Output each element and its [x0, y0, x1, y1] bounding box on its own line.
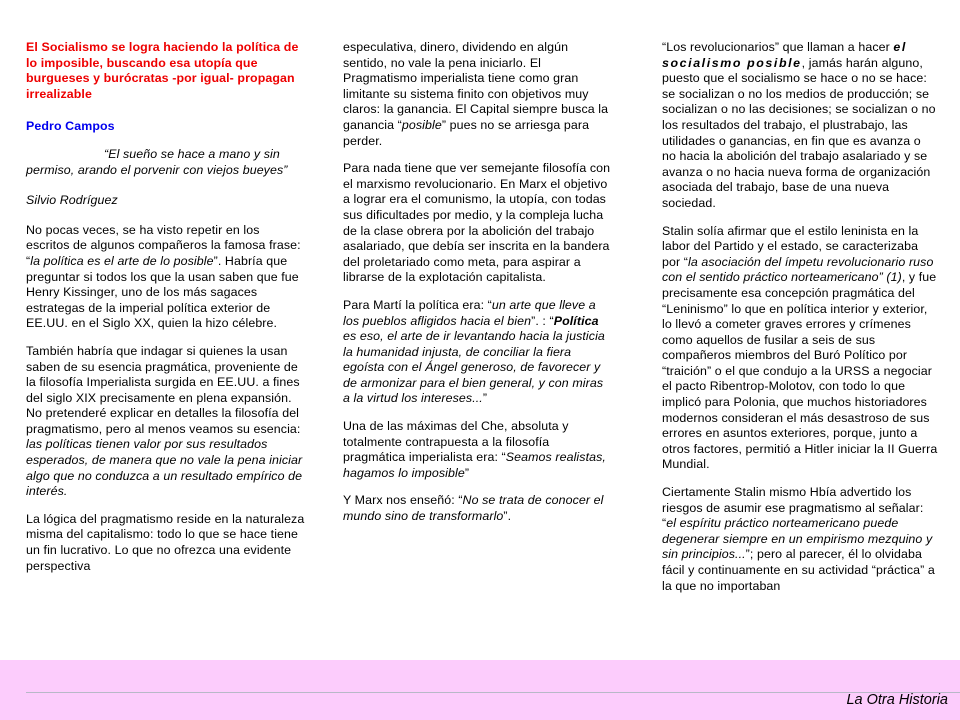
paragraph: La lógica del pragmatismo reside en la naturaleza misma del capitalismo: todo lo que se hace tiene un fin lucrativo. Lo que no ofrezca una evidente perspectiva — [26, 511, 305, 573]
column-3 — [662, 40, 938, 606]
paragraph: especulativa, dinero, dividendo en algún sentido, no vale la pena iniciarlo. El Pragmatismo imperialista tiene como gran limitante su sistema finito con objetivos muy claros: la ganancia. El Capital siempre busca la ganancia “posible” pues no se arriesga para perder. — [343, 40, 609, 148]
column-2 — [343, 40, 611, 537]
article-author: Pedro Campos — [26, 119, 115, 134]
paragraph: Y Marx nos enseñó: “No se trata de conocer el mundo sino de transformarlo”. — [343, 493, 604, 524]
epigraph — [26, 147, 306, 178]
footer-bar — [0, 660, 960, 720]
paragraph: Para Martí la política era: “un arte que lleve a los pueblos afligidos hacia el bien”. : “Política es eso, el arte de ir levantando hacia la justicia la humanidad injusta, de conciliar la fiera egoísta con el Ángel generoso, de favorecer y de armonizar para el bien general, y con miras a la virtud los intereses...” — [343, 297, 605, 406]
column-1 — [26, 40, 306, 586]
paragraph: Ciertamente Stalin mismo Hbía advertido los riesgos de asumir ese pragmatismo al señalar: “el espíritu práctico norteamericano puede degenerar siempre en un empirismo mezquino y sin principios...”; pero al parecer, él lo olvidaba fácil y continuamente en su actividad “práctica” a la que no importaban — [662, 485, 935, 593]
paragraph: No pocas veces, se ha visto repetir en los escritos de algunos compañeros la famosa frase: “la política es el arte de lo posible”. Habría que preguntar si todos los que la usan saben que fue Henry Kissinger, uno de los más sagaces estrategas de la imperial política exterior de EE.UU. en el Siglo XX, quien la hizo célebre. — [26, 222, 301, 331]
paragraph: “Los revolucionarios” que llaman a hacer el socialismo posible, jamás harán alguno, puesto que el socialismo se hace o no se hace: se socializan o no los medios de producción; se socializan o no las decisiones; se socializan o no los resultados del trabajo, el plustrabajo, las utilidades o ganancias, en fin que es avanza o no hacia la abolición del trabajo asalariado y se avanza o no hacia nueva forma de organización asociada del trabajo, base de una nueva sociedad. — [662, 40, 936, 210]
paragraph: Para nada tiene que ver semejante filosofía con el marxismo revolucionario. En Marx el objetivo a lograr era el comunismo, la utopía, con todas sus dificultades por medio, y la compleja lucha de la clase obrera por la abolición del trabajo asalariado, que debía ser inscrita en la bandera del proletariado como meta, para aspirar a librarse de la explotación capitalista. — [343, 161, 611, 285]
article-title: El Socialismo se logra haciendo la política de lo imposible, buscando esa utopía que burgueses y burócratas -por igual- propagan irrealizable — [26, 40, 299, 101]
footer-divider — [26, 692, 960, 693]
paragraph: Stalin solía afirmar que el estilo leninista en la labor del Partido y el estado, se caracterizaba por “la asociación del ímpetu revolucionario ruso con el sentido práctico norteamericano” (1), y fue precisamente esa concepción pragmática del “Leninismo” lo que en política interior y exterior, lo llevó a cometer graves errores y crímenes como aquellos de fusilar a seis de sus compañeros miembros del Buró Político por “traición” o el que condujo a la URSS a negociar el pacto Ribentrop-Molotov, con todo lo que implicó para Polonia, que muchos historiadores modernos consideran el más desastroso de sus errores en asuntos exteriores, porque, junto a otros factores, permitió a Hitler iniciar la II Guerra Mundial. — [662, 223, 938, 472]
paragraph: Una de las máximas del Che, absoluta y totalmente contrapuesta a la filosofía pragmática imperialista era: “Seamos realistas, hagamos lo imposible” — [343, 419, 606, 480]
epigraph-text: “El sueño se hace a mano y sin permiso, arando el porvenir con viejos bueyes” — [26, 146, 288, 177]
paragraph: También habría que indagar si quienes la usan saben de su esencia pragmática, proveniente de la filosofía Imperialista surgida en EE.UU. a fines del siglo XIX precisamente en plena expansión. No pretenderé explicar en detalles la filosofía del pragmatismo, pero al menos veamos su esencia: las políticas tienen valor por sus resultados esperados, de manera que no vale la pena iniciar algo que no conduzca a un resultado empírico de interés. — [26, 343, 303, 499]
footer-label: La Otra Historia — [846, 692, 948, 708]
epigraph-credit: Silvio Rodríguez — [26, 193, 118, 208]
